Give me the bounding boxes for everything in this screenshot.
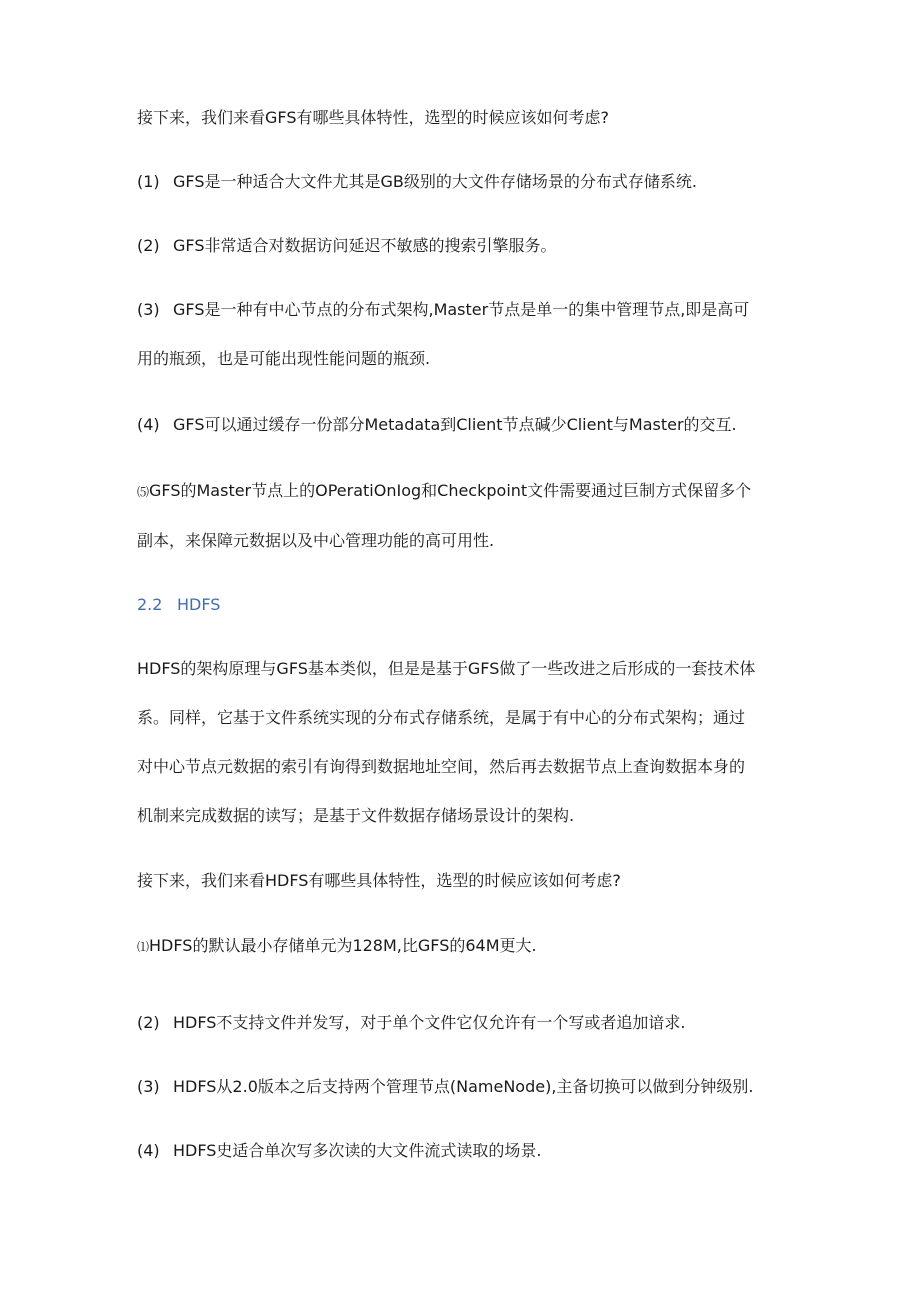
- gfs-item-1-text: GFS是一种适合大文件尤其是GB级别的大文件存储场景的分布式存储系统.: [173, 172, 697, 191]
- gfs-intro: 接下来，我们来看GFS有哪些具体特性，选型的时候应该如何考虑?: [137, 108, 609, 127]
- gfs-item-1-number: (1): [137, 172, 160, 191]
- gfs-item-2-text: GFS非常适合对数据访问延迟不敏感的搜索引擎服务。: [173, 236, 557, 255]
- gfs-item-3-number: (3): [137, 300, 160, 319]
- gfs-item-3-text: GFS是一种有中心节点的分布式架构,Master节点是单一的集中管理节点,即是高可: [173, 300, 750, 319]
- hdfs-paragraph-line-3: 对中心节点元数据的索引有询得到数据地址空间，然后再去数据节点上查询数据本身的: [137, 757, 746, 776]
- gfs-item-4: [137, 413, 797, 437]
- hdfs-item-4-text: HDFS史适合单次写多次读的大文件流式读取的场景.: [173, 1141, 542, 1160]
- hdfs-item-1-number: ⑴: [137, 940, 150, 954]
- hdfs-item-1: [137, 934, 797, 959]
- hdfs-paragraph-line-2: 系。同样，它基于文件系统实现的分布式存储系统，是属于有中心的分布式架构；通过: [137, 708, 746, 727]
- gfs-item-2: [137, 234, 797, 258]
- section-heading: [137, 593, 220, 617]
- gfs-item-3: [137, 298, 797, 322]
- hdfs-item-2-number: (2): [137, 1013, 160, 1032]
- hdfs-paragraph-line-1: HDFS的架构原理与GFS基本类似，但是是基于GFS做了一些改进之后形成的一套技术体: [137, 659, 756, 678]
- gfs-item-4-number: (4): [137, 415, 160, 434]
- hdfs-item-3-text: HDFS从2.0版本之后支持两个管理节点(NameNode),主备切换可以做到分钟级别.: [173, 1077, 754, 1096]
- gfs-item-5: [137, 479, 797, 504]
- gfs-item-5-continuation: 副本，来保障元数据以及中心管理功能的高可用性.: [137, 531, 495, 550]
- hdfs-item-4: [137, 1139, 797, 1163]
- gfs-item-2-number: (2): [137, 236, 160, 255]
- hdfs-item-3-number: (3): [137, 1077, 160, 1096]
- gfs-item-4-text: GFS可以通过缓存一份部分Metadata到Client节点碱少Client与Master的交互.: [173, 415, 737, 434]
- hdfs-item-1-text: HDFS的默认最小存储单元为128M,比GFS的64M更大.: [149, 936, 537, 955]
- hdfs-intro: 接下来，我们来看HDFS有哪些具体特性，选型的时候应该如何考虑?: [137, 871, 621, 890]
- gfs-item-3-continuation: 用的瓶颈，也是可能出现性能问题的瓶颈.: [137, 349, 431, 368]
- section-number: 2.2: [137, 595, 163, 614]
- hdfs-item-4-number: (4): [137, 1141, 160, 1160]
- hdfs-item-3: [137, 1075, 797, 1099]
- gfs-item-1: [137, 170, 797, 194]
- hdfs-item-2: [137, 1011, 797, 1035]
- gfs-item-5-number: ⑸: [137, 485, 150, 499]
- hdfs-paragraph-line-4: 机制来完成数据的读写；是基于文件数据存储场景设计的架构.: [137, 806, 575, 825]
- hdfs-item-2-text: HDFS不支持文件并发写，对于单个文件它仅允许有一个写或者追加谙求.: [173, 1013, 686, 1032]
- section-title: HDFS: [177, 595, 221, 614]
- gfs-item-5-text: GFS的Master节点上的OPeratiOnIog和Checkpoint文件需要通过巨制方式保留多个: [149, 481, 752, 500]
